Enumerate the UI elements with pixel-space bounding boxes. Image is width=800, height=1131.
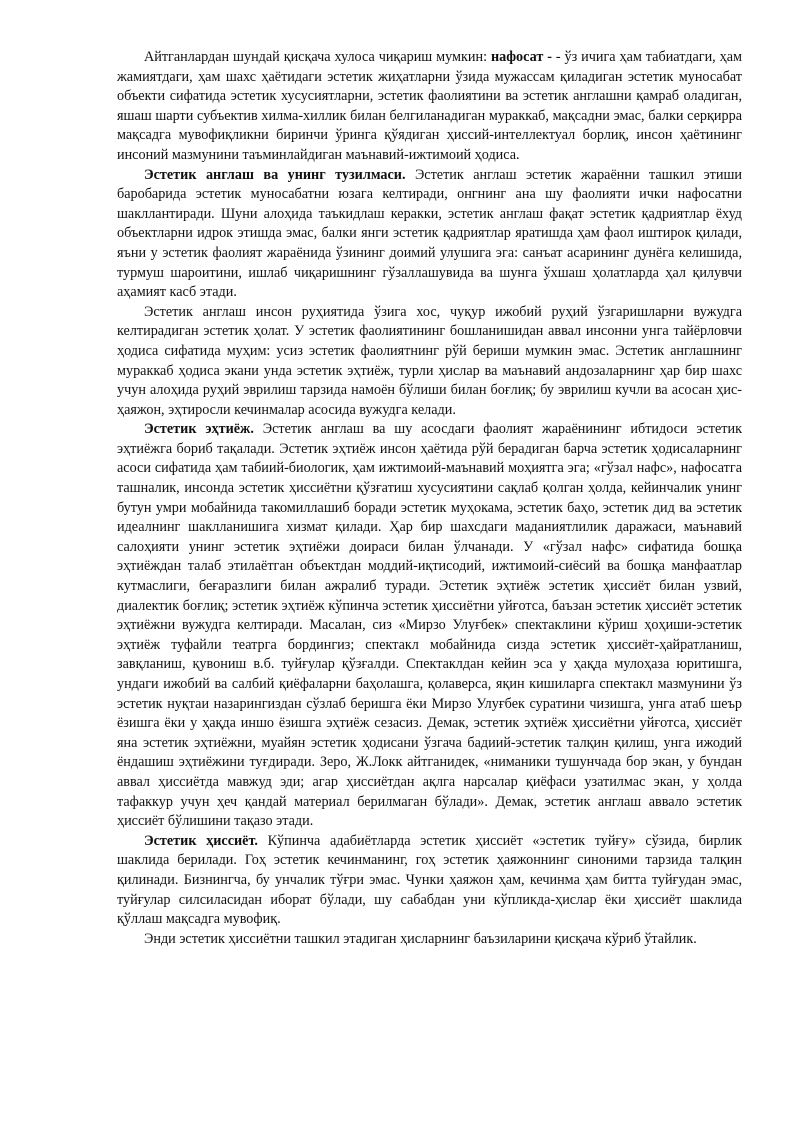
paragraph-text: Айтганлардан шундай қисқача хулоса чиқариш мумкин:	[144, 49, 491, 65]
paragraph-text: - ўз ичига ҳам табиатдаги, ҳам жамиятдаги, ҳам шахс ҳаётидаги эстетик жиҳатларни ўзида мужассам қиладиган эстетик муносабат объекти сифатида эстетик хусусиятларни, эстетик фаолиятини ва эстетик англашни қамраб оладиган, яшаш шарти субъектив хилма-хиллик билан белгиланадиган мураккаб, мақсадни эмас, балки серқирра мақсадга мувофиқликни биринчи ўринга қўядиган ҳиссий-интеллектуал борлиқ, инсон ҳаётининг инсоний мазмунини таъминлайдиган маънавий-ижтимоий ҳодиса.	[117, 49, 742, 163]
paragraph-aesthetic-feeling	[117, 832, 742, 930]
paragraph-text: Кўпинча адабиётларда эстетик ҳиссиёт «эстетик туйғу» сўзида, бирлик шаклида берилади. Гоҳ эстетик кечинманинг, гоҳ эстетик ҳаяжоннинг синоними тарзида талқин қилинади. Бизнингча, бу унчалик тўғри эмас. Чунки ҳаяжон ҳам, кечинма ҳам битта туйғудан эмас, туйғулар силсиласидан иборат бўлади, шу сабабдан уни кўпликда-ҳислар ёки ҳиссиёт шаклида қўллаш мақсадга мувофиқ.	[117, 832, 742, 928]
term-nafosat: нафосат -	[490, 49, 552, 65]
paragraph-closing	[117, 930, 742, 950]
paragraph-aesthetic-need	[117, 420, 742, 831]
section-heading-aesthetic-feeling: Эстетик ҳиссиёт.	[144, 832, 258, 849]
paragraph-text: Энди эстетик ҳиссиётни ташкил этадиган ҳисларнинг баъзиларини қисқача кўриб ўтайлик.	[144, 930, 697, 947]
paragraph-text: Эстетик англаш инсон руҳиятида ўзига хос, чуқур ижобий руҳий ўзгаришларни вужудга келтирадиган эстетик ҳолат. У эстетик фаолиятининг бошланишидан аввал инсонни унга тайёрловчи ҳодиса сифатида муҳим: усиз эстетик фаолиятнинг рўй бериши мумкин эмас. Эстетик англашнинг мураккаб ҳодиса экани унда эстетик эҳтиёж, турли ҳислар ва маънавий андозаларнинг ҳар бир шахс учун алоҳида руҳий эврилиш тарзида намоён бўлиши билан боғлиқ; бу эврилиш кучли ва асосан ҳис-ҳаяжон, эҳтиросли кечинмалар асосида вужудга келади.	[117, 303, 742, 418]
paragraph-text: Эстетик англаш ва шу асосдаги фаолият жараёнининг ибтидоси эстетик эҳтиёжга бориб тақалади. Эстетик эҳтиёж инсон ҳаётида рўй берадиган барча эстетик ҳодисаларнинг асоси сифатида ҳам табиий-биологик, ҳам ижтимоий-маънавий моҳиятга эга; «гўзал нафс», нафосатга ташналик, инсонда эстетик ҳиссиётни қўзғатиш хусусиятини сақлаб қолган ҳолда, кейинчалик унинг бутун умри мобайнида такомиллашиб боради эстетик муҳокама, эстетик баҳо, эстетик дид ва эстетик идеалнинг шаклланишига хизмат қилади. Ҳар бир шахсдаги маданиятлилик даражаси, маънавий салоҳияти унинг эстетик эҳтиёжи доираси билан ўлчанади. У «гўзал нафс» сифатида бошқа эҳтиёждан талаб этилаётган объектдан моддий-иқтисодий, ижтимоий-сиёсий ва бошқа манфаатлар кутмаслиги, беғаразлиги билан ажралиб туради. Эстетик эҳтиёж эстетик ҳиссиёт билан узвий, диалектик боғлиқ; эстетик эҳтиёж кўпинча эстетик ҳиссиётни уйғотса, баъзан эстетик ҳиссиёт эстетик эҳтиёжни вужудга келтиради. Масалан, сиз «Мирзо Улуғбек» спектаклини кўриш ҳоҳиши-эстетик эҳтиёж туфайли театрга бордингиз; спектакл мобайнида сизда эстетик ҳиссиёт-ҳайратланиш, завқланиш, қувониш в.б. туйғулар қўзғалди. Спектаклдан кейин эса у ҳақда мулоҳаза юритишга, ундаги ижобий ва салбий қиёфаларни баҳолашга, қолаверса, яқин кишиларга спектакл мазмунини ўз эстетик нуқтаи назарингиздан сўзлаб беришга ёки Мирзо Улуғбек суратини чизишга, унга атаб шеър ёзишга ёки у ҳақда иншо ёзишга эҳтиёж сезасиз. Демак, эстетик эҳтиёж ҳиссиётни уйғотса, ҳиссиёт яна эстетик эҳтиёжни, муайян эстетик ҳодисани ўзгача бадиий-эстетик талқин қилиш, унга ижодий ёндашиш эҳтиёжини туғдиради. Зеро, Ж.Локк айтганидек, «ниманики тушунчада бор экан, у бундан аввал ҳиссиётда мавжуд эди; агар ҳиссиётдан ақлга нарсалар қиёфаси узатилмас экан, у ҳолда тафаккур учун ҳеч қандай материал берилмаган бўлади». Демак, эстетик англаш аввало эстетик ҳиссиёт бўлишини тақазо этади.	[117, 421, 742, 830]
paragraph-nafosat-conclusion	[117, 48, 742, 166]
paragraph-aesthetic-perception	[117, 166, 742, 303]
section-heading-aesthetic-perception: Эстетик англаш ва унинг тузилмаси.	[144, 166, 406, 183]
paragraph-text: Эстетик англаш эстетик жараённи ташкил этиши баробарида эстетик муносабатни юзага келтиради, онгнинг ана шу фаолияти ички нафосатни шакллантиради. Шуни алоҳида таъкидлаш керакки, эстетик англаш фақат эстетик қадриятлар ёхуд объектларни идрок этишда эмас, балки янги эстетик қадриятлар яратишда ҳам фаол иштирок қилади, яъни у эстетик фаолият жараёнида ўзининг доимий улушига эга: санъат асарининг дунёга келишида, турмуш шароитини, ишлаб чиқаришнинг гўзаллашувида ва шунга ўхшаш ҳолатларда ҳал қилувчи аҳамият касб этади.	[117, 166, 742, 301]
section-heading-aesthetic-need: Эстетик эҳтиёж.	[144, 421, 254, 438]
paragraph-perception-state	[117, 303, 742, 421]
document-page	[117, 48, 742, 949]
